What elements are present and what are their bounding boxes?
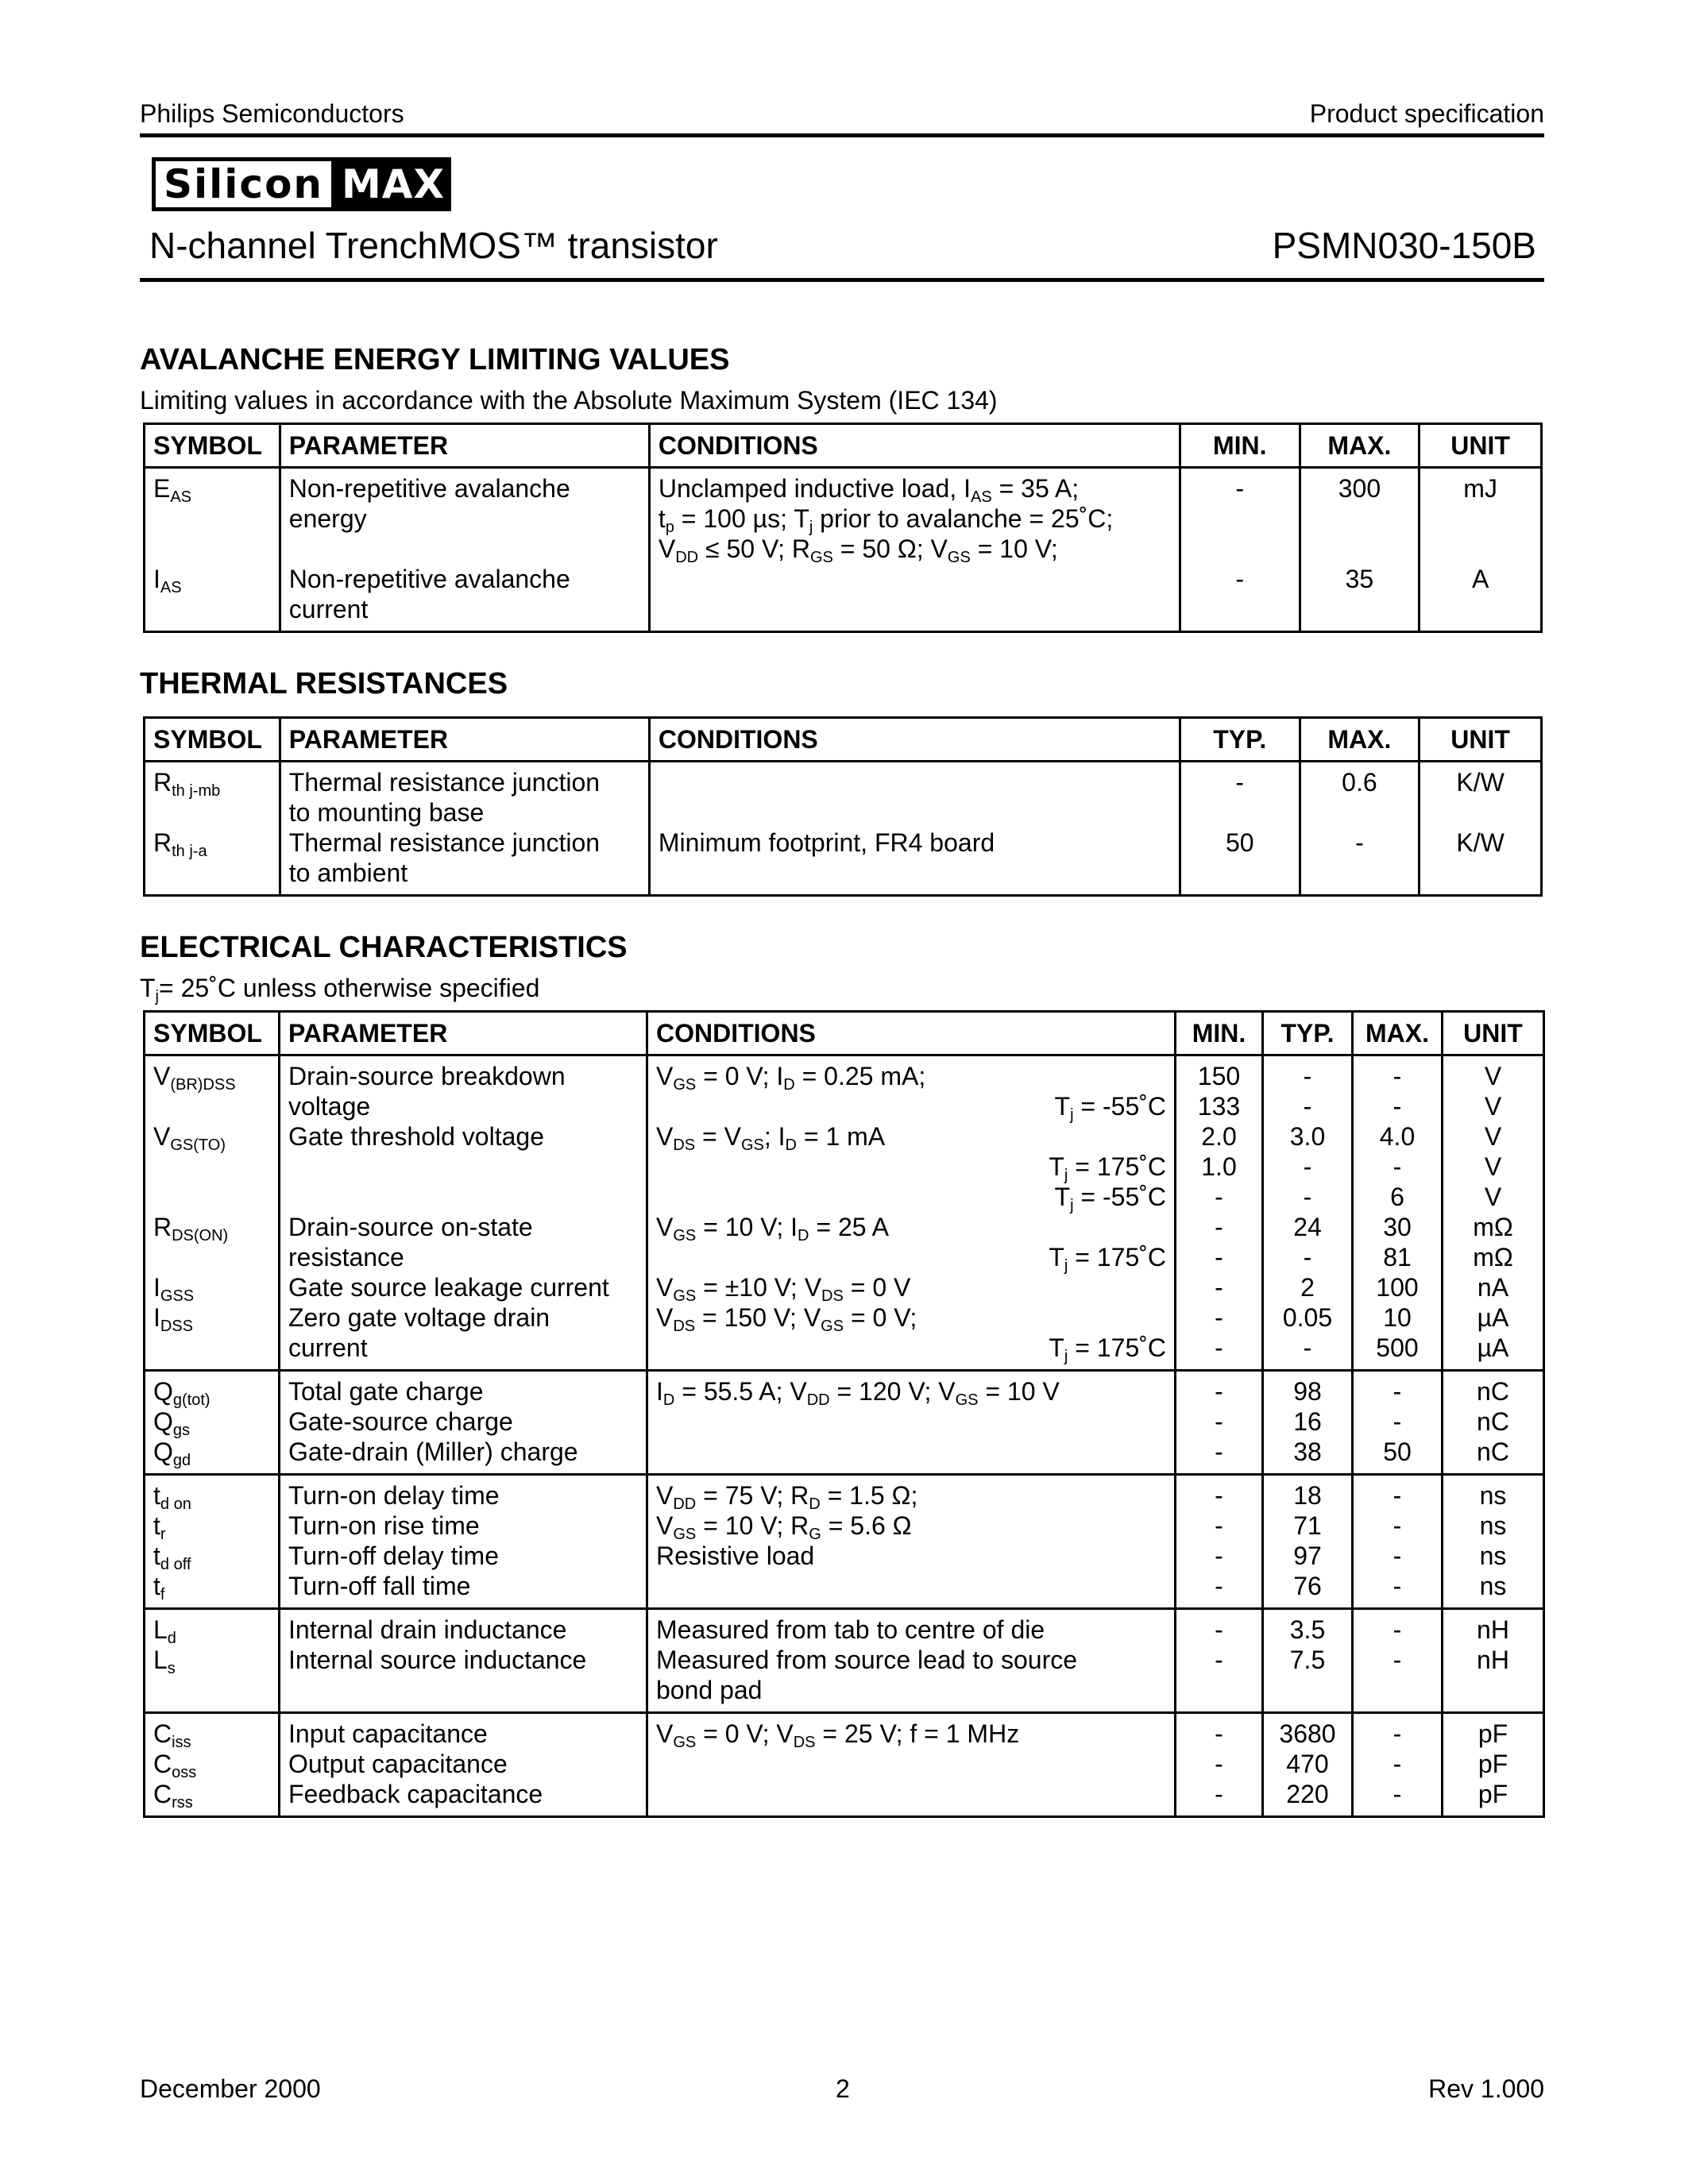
- col-header: MIN.: [1180, 424, 1300, 468]
- table-header-row: [145, 424, 1542, 468]
- col-header: PARAMETER: [280, 424, 649, 468]
- col-header: CONDITIONS: [649, 718, 1180, 762]
- min-cell: - -: [1180, 468, 1300, 632]
- typ-cell: 3680 470 220: [1263, 1713, 1353, 1817]
- unit-cell: ns ns ns ns: [1443, 1475, 1544, 1609]
- parameter-cell: Total gate charge Gate-source charge Gate-drain (Miller) charge: [280, 1371, 647, 1475]
- max-cell: - - 50: [1353, 1371, 1443, 1475]
- min-cell: - - -: [1176, 1713, 1263, 1817]
- min-cell: 150 133 2.0 1.0 - - - - - -: [1176, 1055, 1263, 1371]
- conditions-cell: [649, 468, 1180, 632]
- min-cell: - - -: [1176, 1371, 1263, 1475]
- conditions-cell: $V_{DD} = 75$ V; $R_D = 1.5$ Ω; $V_{GS} = 10$ V; $R_G = 5.6$ Ω Resistive load: [647, 1475, 1176, 1609]
- unit-cell: K/W K/W: [1420, 762, 1542, 896]
- max-cell: 300 35: [1300, 468, 1420, 632]
- col-header: SYMBOL: [145, 424, 280, 468]
- table-row: [145, 468, 1542, 632]
- conditions-cell: $V_{GS} = 0$ V; $V_{DS} = 25$ V; f = 1 MHz: [647, 1713, 1176, 1817]
- col-header: CONDITIONS: [647, 1012, 1176, 1055]
- symbol: E: [153, 474, 171, 503]
- typ-cell: - - 3.0 - - 24 - 2 0.05 -: [1263, 1055, 1353, 1371]
- col-header: SYMBOL: [145, 1012, 280, 1055]
- unit-cell: mJ A: [1420, 468, 1542, 632]
- parameter-cell: [280, 468, 649, 632]
- max-cell: - - -: [1353, 1713, 1443, 1817]
- electrical-table: [143, 1010, 1545, 1818]
- min-cell: - - - -: [1176, 1475, 1263, 1609]
- symbol-cell: $V_{(BR)DSS}$ $V_{GS(TO)}$ $R_{DS(ON)}$ $I_{GSS}$ $I_{DSS}$: [145, 1055, 280, 1371]
- unit-cell: nH nH: [1443, 1609, 1544, 1713]
- typ-cell: 18 71 97 76: [1263, 1475, 1353, 1609]
- max-cell: - - 4.0 - 6 30 81 100 10 500: [1353, 1055, 1443, 1371]
- col-header: UNIT: [1443, 1012, 1544, 1055]
- parameter-text: Non-repetitive avalanche: [288, 565, 570, 593]
- condition-line: $t_p = 100$ µs; $T_j$ prior to avalanche = 25˚C;: [658, 504, 1114, 536]
- parameter-text: Non-repetitive avalanche: [288, 474, 570, 503]
- conditions-cell: $I_D = 55.5$ A; $V_{DD} = 120$ V; $V_{GS} = 10$ V: [647, 1371, 1176, 1475]
- col-header: SYMBOL: [145, 718, 280, 762]
- col-header: UNIT: [1420, 718, 1542, 762]
- min-cell: - -: [1176, 1609, 1263, 1713]
- logo-max-text: MAX: [335, 157, 451, 211]
- parameter-cell: Drain-source breakdown voltage Gate threshold voltage Drain-source on-state resistance Gate source leakage current Zero gate voltage drain current: [280, 1055, 647, 1371]
- typ-cell: 3.5 7.5: [1263, 1609, 1353, 1713]
- avalanche-table: [143, 423, 1543, 633]
- product-title: N-channel TrenchMOS™ transistor: [149, 225, 718, 266]
- table-row-group-switching: [145, 1475, 1544, 1609]
- col-header: PARAMETER: [280, 718, 649, 762]
- condition-line: Unclamped inductive load, $I_{AS} = 35$ A;: [658, 474, 1080, 506]
- section-title-electrical: ELECTRICAL CHARACTERISTICS: [140, 931, 628, 964]
- col-header: UNIT: [1420, 424, 1542, 468]
- table-row-group-capacitance: [145, 1713, 1544, 1817]
- electrical-note: $T_j=$ 25˚C unless otherwise specified: [140, 974, 540, 1005]
- col-header: CONDITIONS: [649, 424, 1180, 468]
- unit-cell: nC nC nC: [1443, 1371, 1544, 1475]
- symbol-cell: $C_{iss}$ $C_{oss}$ $C_{rss}$: [145, 1713, 280, 1817]
- symbol: I: [153, 565, 160, 593]
- unit-cell: V V V V V mΩ mΩ nA µA µA: [1443, 1055, 1544, 1371]
- col-header: MAX.: [1300, 424, 1420, 468]
- table-header-row: [145, 718, 1542, 762]
- col-header: PARAMETER: [280, 1012, 647, 1055]
- symbol-cell: $t_{d on}$ $t_r$ $t_{d off}$ $t_f$: [145, 1475, 280, 1609]
- footer-date: December 2000: [140, 2074, 321, 2103]
- document-type: Product specification: [1309, 99, 1544, 128]
- parameter-text: current: [288, 595, 369, 623]
- conditions-cell: Minimum footprint, FR4 board: [649, 762, 1180, 896]
- table-header-row: [145, 1012, 1544, 1055]
- conditions-cell: $V_{GS} = 0$ V; $I_D = 0.25$ mA; $T_j$ = -55˚C $V_{DS} = V_{GS}$; $I_D = 1$ mA $T_j$ = 175˚C $T_j$ = -55˚C $V_{GS} = 10$ V; $I_D = 25$ A $T_j$ = 175˚C $V_{GS} = \pm 10$ V; $V_{DS} = 0$ V $V_{DS} = 150$ V; $V_{GS} = 0$ V; $T_j$ = 175˚C: [647, 1055, 1176, 1371]
- part-number: PSMN030-150B: [1272, 225, 1536, 266]
- symbol-cell: $L_d$ $L_s$: [145, 1609, 280, 1713]
- page-number: 2: [836, 2074, 850, 2103]
- condition-line: $V_{DD} \le 50$ V; $R_{GS} = 50$ Ω; $V_{GS} = 10$ V;: [658, 534, 1058, 566]
- max-cell: - -: [1353, 1609, 1443, 1713]
- parameter-cell: Input capacitance Output capacitance Feedback capacitance: [280, 1713, 647, 1817]
- col-header: TYP.: [1180, 718, 1300, 762]
- section-title-thermal: THERMAL RESISTANCES: [140, 667, 508, 700]
- footer-revision: Rev 1.000: [1428, 2074, 1544, 2103]
- col-header: MIN.: [1176, 1012, 1263, 1055]
- max-cell: 0.6 -: [1300, 762, 1420, 896]
- parameter-cell: Turn-on delay time Turn-on rise time Turn-off delay time Turn-off fall time: [280, 1475, 647, 1609]
- typ-cell: 98 16 38: [1263, 1371, 1353, 1475]
- col-header: TYP.: [1263, 1012, 1353, 1055]
- header-rule: [140, 133, 1544, 137]
- section-title-avalanche: AVALANCHE ENERGY LIMITING VALUES: [140, 343, 730, 376]
- table-row-group-gate-charge: [145, 1371, 1544, 1475]
- symbol-subscript: AS: [160, 579, 182, 596]
- symbol-cell: $R_{th j-mb}$ $R_{th j-a}$: [145, 762, 280, 896]
- title-rule: [140, 278, 1544, 282]
- parameter-cell: Internal drain inductance Internal source inductance: [280, 1609, 647, 1713]
- col-header: MAX.: [1353, 1012, 1443, 1055]
- unit-cell: pF pF pF: [1443, 1713, 1544, 1817]
- thermal-table: [143, 716, 1543, 897]
- table-row: [145, 762, 1542, 896]
- symbol-cell: [145, 468, 280, 632]
- table-row-group-inductance: [145, 1609, 1544, 1713]
- company-name: Philips Semiconductors: [140, 99, 404, 128]
- avalanche-note: Limiting values in accordance with the Absolute Maximum System (IEC 134): [140, 386, 998, 415]
- parameter-text: energy: [288, 504, 367, 533]
- parameter-cell: Thermal resistance junction to mounting base Thermal resistance junction to ambient: [280, 762, 649, 896]
- typ-cell: - 50: [1180, 762, 1300, 896]
- symbol-subscript: AS: [170, 488, 192, 506]
- table-row-group-static: [145, 1055, 1544, 1371]
- logo-silicon-text: Silicon: [152, 157, 335, 211]
- conditions-cell: Measured from tab to centre of die Measured from source lead to source bond pad: [647, 1609, 1176, 1713]
- max-cell: - - - -: [1353, 1475, 1443, 1609]
- siliconmax-logo: [152, 157, 451, 211]
- col-header: MAX.: [1300, 718, 1420, 762]
- symbol-cell: $Q_{g(tot)}$ $Q_{gs}$ $Q_{gd}$: [145, 1371, 280, 1475]
